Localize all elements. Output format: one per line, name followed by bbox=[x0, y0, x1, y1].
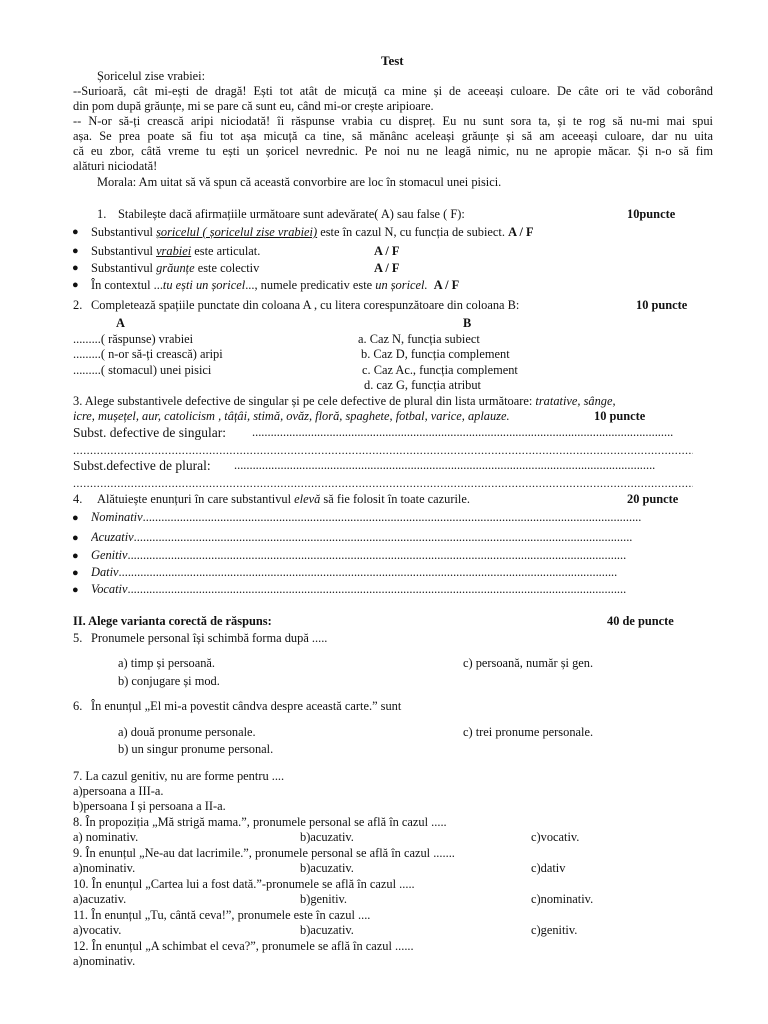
q1-answer: A / F bbox=[374, 261, 400, 275]
q9-text: 9. În enunțul „Ne-au dat lacrimile.”, pronumele personal se află în cazul ....... bbox=[73, 846, 455, 860]
q2-b-item: a. Caz N, funcția subiect bbox=[358, 332, 480, 346]
q1-answer: A / F bbox=[374, 244, 400, 258]
story-line: din pom după grăunțe, mi se pare că sunt eu, când mi-or crește aripioare. bbox=[73, 99, 434, 113]
answer-line[interactable] bbox=[73, 443, 693, 458]
bullet-icon: ● bbox=[72, 245, 79, 257]
bullet-icon: ● bbox=[72, 550, 79, 562]
bullet-icon: ● bbox=[72, 584, 79, 596]
q3-list: icre, mușețel, aur, catolicism , tâțâi, stimă, ovăz, floră, spaghete, fotbal, varice, aplauze. bbox=[73, 409, 510, 423]
story-intro: Șoricelul zise vrabiei: bbox=[97, 69, 206, 83]
q3-points: 10 puncte bbox=[594, 409, 646, 423]
q5-option-b[interactable]: b) conjugare și mod. bbox=[118, 674, 220, 688]
story-moral: Morala: Am uitat să vă spun că această convorbire are loc în stomacul unei pisici. bbox=[97, 175, 502, 189]
q9-option-c[interactable]: c)dativ bbox=[531, 861, 566, 875]
q3-plural-label: Subst.defective de plural: bbox=[73, 458, 211, 473]
q11-option-a[interactable]: a)vocativ. bbox=[73, 923, 122, 937]
q4-number: 4. bbox=[73, 492, 83, 506]
q8-option-a[interactable]: a) nominativ. bbox=[73, 830, 139, 844]
q2-text: Completează spațiile punctate din coloana A , cu litera corespunzătoare din coloana B: bbox=[91, 298, 520, 312]
q2-b-item: c. Caz Ac., funcția complement bbox=[362, 363, 518, 377]
story-line: că eu zbor, câtă vreme tu ești un șoricel nevrednic. Pe noi nu ne leagă nimic, nu ne apropie măcar. Și n-o să fim bbox=[73, 144, 713, 158]
q6-number: 6. bbox=[73, 699, 83, 713]
q7-text: 7. La cazul genitiv, nu are forme pentru .... bbox=[73, 769, 285, 783]
q10-option-c[interactable]: c)nominativ. bbox=[531, 892, 594, 906]
part2-heading: II. Alege varianta corectă de răspuns: bbox=[73, 614, 272, 628]
bullet-icon: ● bbox=[72, 262, 79, 274]
story-line: alături niciodată! bbox=[73, 159, 158, 173]
bullet-icon: ● bbox=[72, 567, 79, 579]
q7-option-b[interactable]: b)persoana I și persoana a II-a. bbox=[73, 799, 226, 813]
q1-number: 1. bbox=[97, 207, 107, 221]
bullet-icon: ● bbox=[72, 512, 79, 524]
q3-plural-answer-line[interactable]: ........................................................................................................................................ bbox=[234, 458, 656, 472]
answer-line[interactable] bbox=[73, 476, 693, 491]
q2-a-item: .........( răspunse) vrabiei bbox=[73, 332, 194, 346]
story-line: --Surioară, cât mi-ești de dragă! Ești tot atât de micuță ca mine și de aceeași culoare. De câte ori te văd coborând bbox=[73, 84, 713, 98]
q1-item: Substantivul vrabiei este articulat. bbox=[91, 244, 261, 258]
q8-option-b[interactable]: b)acuzativ. bbox=[300, 830, 354, 844]
story-line: -- N-or să-ți crească aripi niciodată! îi răspunse vrabia cu dispreț. Eu nu sunt sora ta, și te rog să nu-mi mai spui bbox=[73, 114, 713, 128]
bullet-icon: ● bbox=[72, 279, 79, 291]
q6-text: În enunțul „El mi-a povestit cândva despre această carte.” sunt bbox=[91, 699, 402, 713]
q10-text: 10. În enunțul „Cartea lui a fost dată.”-pronumele se află în cazul ..... bbox=[73, 877, 415, 891]
bullet-icon: ● bbox=[72, 226, 79, 238]
part2-points: 40 de puncte bbox=[607, 614, 674, 628]
bullet-icon: ● bbox=[72, 532, 79, 544]
q4-case-line[interactable]: Acuzativ................................................................................................................................................................. bbox=[91, 530, 633, 544]
q2-col-a-header: A bbox=[116, 316, 125, 330]
q3-singular-label: Subst. defective de singular: bbox=[73, 425, 226, 440]
q8-text: 8. În propoziția „Mă strigă mama.”, pronumele personal se află în cazul ..... bbox=[73, 815, 447, 829]
q9-option-a[interactable]: a)nominativ. bbox=[73, 861, 136, 875]
q6-option-a[interactable]: a) două pronume personale. bbox=[118, 725, 256, 739]
q4-points: 20 puncte bbox=[627, 492, 679, 506]
q2-points: 10 puncte bbox=[636, 298, 688, 312]
q4-case-line[interactable]: Dativ................................................................................................................................................................. bbox=[91, 565, 618, 579]
q1-item: În contextul ...tu ești un șoricel..., numele predicativ este un șoricel. A / F bbox=[91, 278, 460, 292]
q5-option-a[interactable]: a) timp și persoană. bbox=[118, 656, 216, 670]
q11-option-c[interactable]: c)genitiv. bbox=[531, 923, 578, 937]
q5-text: Pronumele personal își schimbă forma după ..... bbox=[91, 631, 328, 645]
q4-case-line[interactable]: Vocativ................................................................................................................................................................. bbox=[91, 582, 627, 596]
q3-text: 3. Alege substantivele defective de singular și pe cele defective de plural din lista următoare: tratative, sânge, bbox=[73, 394, 616, 408]
q3-singular-answer-line[interactable]: ........................................................................................................................................ bbox=[252, 425, 674, 439]
q5-option-c[interactable]: c) persoană, număr și gen. bbox=[463, 656, 594, 670]
q8-option-c[interactable]: c)vocativ. bbox=[531, 830, 580, 844]
q1-item: Substantivul grăunțe este colectiv bbox=[91, 261, 260, 275]
q2-col-b-header: B bbox=[463, 316, 472, 330]
story-line: așa. Se prea poate să fiu tot așa micuță ca tine, să mănânc aceleași grăunțe și să am aceeași culoare, dar nu uita bbox=[73, 129, 713, 143]
q4-case-line[interactable]: Nominativ................................................................................................................................................................. bbox=[91, 510, 642, 524]
q10-option-a[interactable]: a)acuzativ. bbox=[73, 892, 127, 906]
q2-b-item: b. Caz D, funcția complement bbox=[361, 347, 510, 361]
q5-number: 5. bbox=[73, 631, 83, 645]
q2-a-item: .........( stomacul) unei pisici bbox=[73, 363, 212, 377]
q2-number: 2. bbox=[73, 298, 83, 312]
q12-option-a[interactable]: a)nominativ. bbox=[73, 954, 136, 968]
q11-text: 11. În enunțul „Tu, cântă ceva!”, pronumele este în cazul .... bbox=[73, 908, 371, 922]
q4-case-line[interactable]: Genitiv................................................................................................................................................................. bbox=[91, 548, 627, 562]
q11-option-b[interactable]: b)acuzativ. bbox=[300, 923, 354, 937]
page-title: Test bbox=[381, 53, 404, 68]
q12-text: 12. În enunțul „A schimbat el ceva?”, pronumele se află în cazul ...... bbox=[73, 939, 414, 953]
q6-option-b[interactable]: b) un singur pronume personal. bbox=[118, 742, 274, 756]
q7-option-a[interactable]: a)persoana a III-a. bbox=[73, 784, 164, 798]
q1-item: Substantivul șoricelul ( șoricelul zise vrabiei) este în cazul N, cu funcția de subiect. A / F bbox=[91, 225, 534, 239]
q9-option-b[interactable]: b)acuzativ. bbox=[300, 861, 354, 875]
q10-option-b[interactable]: b)genitiv. bbox=[300, 892, 348, 906]
q2-b-item: d. caz G, funcția atribut bbox=[364, 378, 481, 392]
q1-points: 10puncte bbox=[627, 207, 676, 221]
q1-text: Stabilește dacă afirmațiile următoare sunt adevărate( A) sau false ( F): bbox=[118, 207, 465, 221]
q6-option-c[interactable]: c) trei pronume personale. bbox=[463, 725, 594, 739]
q4-text: Alătuiește enunțuri în care substantivul elevă să fie folosit în toate cazurile. bbox=[97, 492, 470, 506]
q2-a-item: .........( n-or să-ți crească) aripi bbox=[73, 347, 223, 361]
